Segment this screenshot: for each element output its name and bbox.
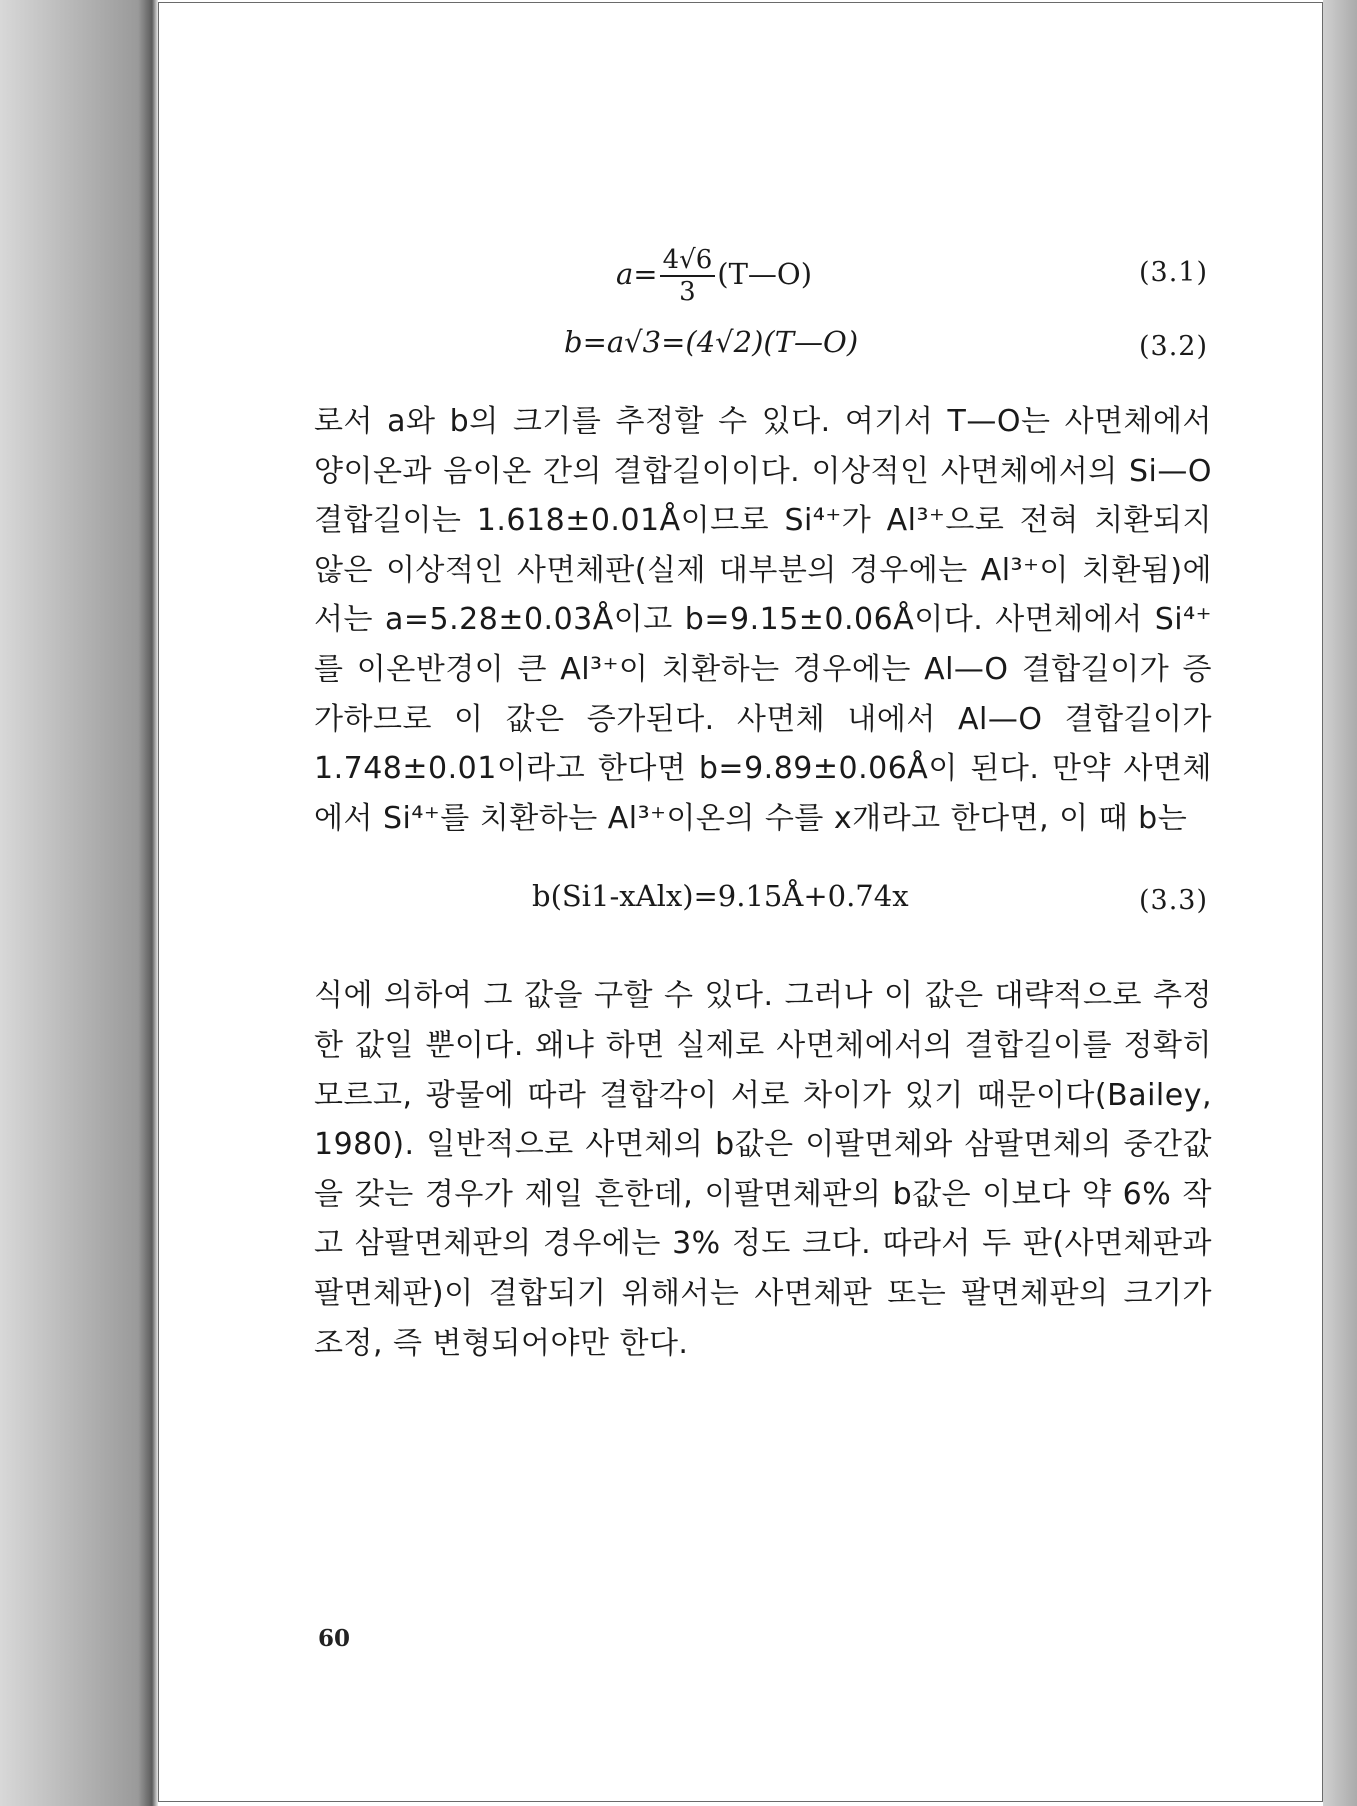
equation-3-1 [314,245,1212,319]
equation-number: (3.2) [1138,331,1208,362]
equation-body: b(Si1-xAlx)=9.15Å+0.74x [532,879,909,914]
equation-number: (3.3) [1138,885,1208,917]
equation-3-3 [314,873,1212,941]
fraction [660,245,716,307]
equation-3-2 [314,319,1212,387]
equation-number: (3.1) [1138,257,1208,288]
page-content [314,245,1212,1398]
eq-tail: (T—O) [717,257,813,291]
eq-lhs: a [616,257,634,291]
book-spine-edge [0,0,158,1806]
equation-body [616,245,812,307]
fraction-numerator: 4√6 [660,245,716,277]
page-number: 60 [318,1625,351,1652]
paragraph-1: 로서 a와 b의 크기를 추정할 수 있다. 여기서 T—O는 사면체에서 양이온과 음이온 간의 결합길이이다. 이상적인 사면체에서의 Si—O 결합길이는 1.618±0.01Å이므로 Si⁴⁺가 Al³⁺으로 전혀 치환되지 않은 이상적인 사면체판(실제 대부분의 경우에는 Al³⁺이 치환됨)에서는 a=5.28±0.03Å이고 b=9.15±0.06Å이다. 사면체에서 Si⁴⁺를 이온반경이 큰 Al³⁺이 치환하는 경우에는 Al—O 결합길이가 증가하므로 이 값은 증가된다. 사면체 내에서 Al—O 결합길이가 1.748±0.01이라고 한다면 b=9.89±0.06Å이 된다. 만약 사면체에서 Si⁴⁺를 치환하는 Al³⁺이온의 수를 x개라고 한다면, 이 때 b는 [314,404,1212,836]
paragraph-2: 식에 의하여 그 값을 구할 수 있다. 그러나 이 값은 대략적으로 추정한 값일 뿐이다. 왜냐 하면 실제로 사면체에서의 결합길이를 정확히 모르고, 광물에 따라 결합각이 서로 차이가 있기 때문이다(Bailey, 1980). 일반적으로 사면체의 b값은 이팔면체와 삼팔면체의 중간값을 갖는 경우가 제일 흔한데, 이팔면체판의 b값은 이보다 약 6% 작고 삼팔면체판의 경우에는 3% 정도 크다. 따라서 두 판(사면체판과 팔면체판)이 결합되기 위해서는 사면체판 또는 팔면체판의 크기가 조정, 즉 변형되어야만 한다. [314,978,1212,1361]
fraction-denominator: 3 [679,277,696,307]
page-stack-edge [1323,0,1357,1806]
eq-sign: = [633,257,658,291]
equation-body: b=a√3=(4√2)(T—O) [564,325,859,359]
